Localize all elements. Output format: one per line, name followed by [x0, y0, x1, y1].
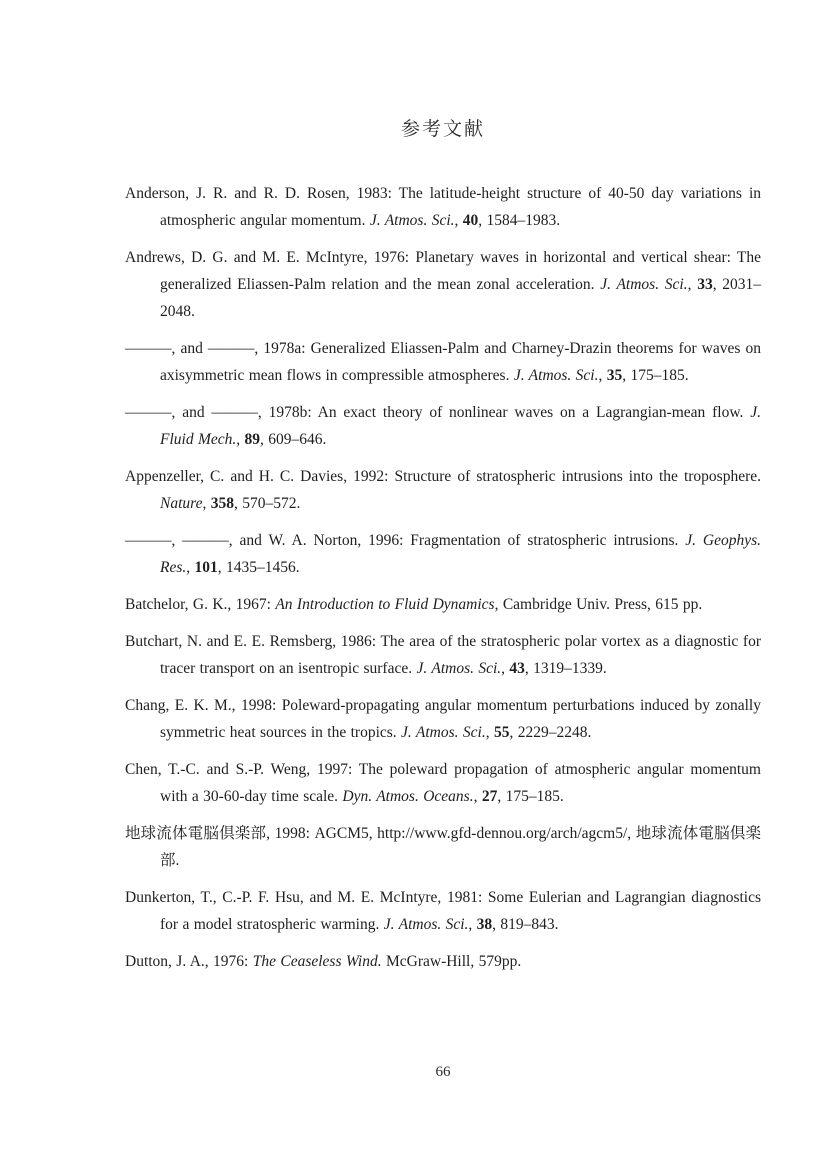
reference-text-segment: Dutton, J. A., 1976:: [125, 953, 253, 970]
reference-text-segment: ,: [473, 788, 482, 805]
reference-text-segment: 38: [476, 916, 493, 933]
reference-entry: [125, 884, 761, 938]
page-title: 参考文献: [400, 118, 485, 140]
references-list: [125, 180, 761, 975]
reference-entry: [125, 692, 761, 746]
reference-text-segment: ,: [501, 660, 510, 677]
reference-text-segment: 358: [210, 495, 234, 512]
reference-text-segment: , 609–646.: [260, 431, 327, 448]
reference-text-segment: Anderson, J. R. and R. D. Rosen, 1983: The latitude-height structure of 40-50 day variations in atmospheric angular momentum.: [125, 185, 761, 229]
reference-text-segment: ,: [236, 431, 245, 448]
reference-text-segment: ,: [687, 276, 698, 293]
reference-text-segment: ———, and ———, 1978a: Generalized Eliassen-Palm and Charney-Drazin theorems for waves on axisymmetric mean flows in compressible atmospheres.: [125, 340, 761, 384]
reference-text-segment: 33: [697, 276, 713, 293]
reference-text-segment: ,: [485, 724, 494, 741]
reference-text-segment: 35: [606, 367, 623, 384]
reference-entry: [125, 180, 761, 234]
reference-text-segment: J. Atmos. Sci.: [600, 276, 688, 293]
reference-text-segment: ,: [186, 559, 195, 576]
reference-text-segment: , 175–185.: [622, 367, 689, 384]
reference-text-segment: 43: [509, 660, 525, 677]
reference-text-segment: 40: [462, 212, 479, 229]
reference-text-segment: J. Atmos. Sci.: [401, 724, 486, 741]
reference-entry: [125, 591, 761, 618]
reference-entry: [125, 820, 761, 874]
reference-entry: [125, 628, 761, 682]
reference-text-segment: Appenzeller, C. and H. C. Davies, 1992: Structure of stratospheric intrusions into the troposphere.: [125, 468, 761, 485]
reference-text-segment: 89: [244, 431, 261, 448]
reference-text-segment: ,: [598, 367, 607, 384]
reference-text-segment: McGraw-Hill, 579pp.: [381, 953, 522, 970]
reference-text-segment: Andrews, D. G. and M. E. McIntyre, 1976: Planetary waves in horizontal and vertical shear: The generalized Eliassen-Palm relation and the mean zonal acceleration.: [125, 249, 761, 293]
reference-text-segment: Butchart, N. and E. E. Remsberg, 1986: The area of the stratospheric polar vortex as a diagnostic for tracer transport on an isentropic surface.: [125, 633, 761, 677]
reference-text-segment: J. Atmos. Sci.: [513, 367, 599, 384]
reference-text-segment: ,: [202, 495, 211, 512]
reference-entry: [125, 527, 761, 581]
reference-entry: [125, 244, 761, 325]
reference-text-segment: , 2031–2048.: [160, 276, 762, 320]
reference-entry: [125, 463, 761, 517]
reference-text-segment: Batchelor, G. K., 1967:: [125, 596, 276, 613]
reference-text-segment: J. Geophys. Res.: [160, 532, 761, 576]
reference-text-segment: Chen, T.-C. and S.-P. Weng, 1997: The poleward propagation of atmospheric angular momentum with a 30-60-day time scale.: [125, 761, 761, 805]
reference-text-segment: J. Atmos. Sci.: [416, 660, 502, 677]
reference-text-segment: 55: [493, 724, 510, 741]
reference-text-segment: J. Fluid Mech.: [160, 404, 761, 448]
reference-text-segment: J. Atmos. Sci.: [369, 212, 455, 229]
reference-text-segment: , 1319–1339.: [524, 660, 607, 677]
reference-text-segment: , 1435–1456.: [217, 559, 300, 576]
reference-text-segment: , 2229–2248.: [509, 724, 592, 741]
reference-entry: [125, 756, 761, 810]
reference-text-segment: 101: [194, 559, 218, 576]
reference-text-segment: , Cambridge Univ. Press, 615 pp.: [494, 596, 703, 613]
reference-text-segment: 地球流体電脳倶楽部, 1998: AGCM5, http://www.gfd-dennou.org/arch/agcm5/, 地球流体電脳倶楽部.: [125, 825, 761, 869]
reference-text-segment: ———, ———, and W. A. Norton, 1996: Fragmentation of stratospheric intrusions.: [125, 532, 686, 549]
reference-text-segment: Dunkerton, T., C.-P. F. Hsu, and M. E. McIntyre, 1981: Some Eulerian and Lagrangian diagnostics for a model stratospheric warming.: [125, 889, 761, 933]
reference-text-segment: ———, and ———, 1978b: An exact theory of nonlinear waves on a Lagrangian-mean flow.: [125, 404, 751, 421]
reference-text-segment: Chang, E. K. M., 1998: Poleward-propagating angular momentum perturbations induced by zonally symmetric heat sources in the tropics.: [125, 697, 761, 741]
reference-entry: [125, 335, 761, 389]
reference-text-segment: J. Atmos. Sci.: [383, 916, 469, 933]
reference-text-segment: , 175–185.: [497, 788, 564, 805]
reference-text-segment: An Introduction to Fluid Dynamics: [275, 596, 495, 613]
reference-text-segment: Dyn. Atmos. Oceans.: [342, 788, 474, 805]
content-column: [125, 0, 761, 985]
reference-text-segment: , 819–843.: [492, 916, 559, 933]
reference-text-segment: , 1584–1983.: [478, 212, 561, 229]
page-number: 66: [435, 1064, 451, 1080]
reference-text-segment: ,: [468, 916, 477, 933]
reference-entry: [125, 948, 761, 975]
reference-text-segment: ,: [454, 212, 463, 229]
reference-text-segment: The Ceaseless Wind.: [252, 953, 382, 970]
reference-text-segment: 27: [481, 788, 498, 805]
reference-text-segment: Nature: [160, 495, 203, 512]
reference-text-segment: , 570–572.: [233, 495, 301, 512]
reference-entry: [125, 399, 761, 453]
